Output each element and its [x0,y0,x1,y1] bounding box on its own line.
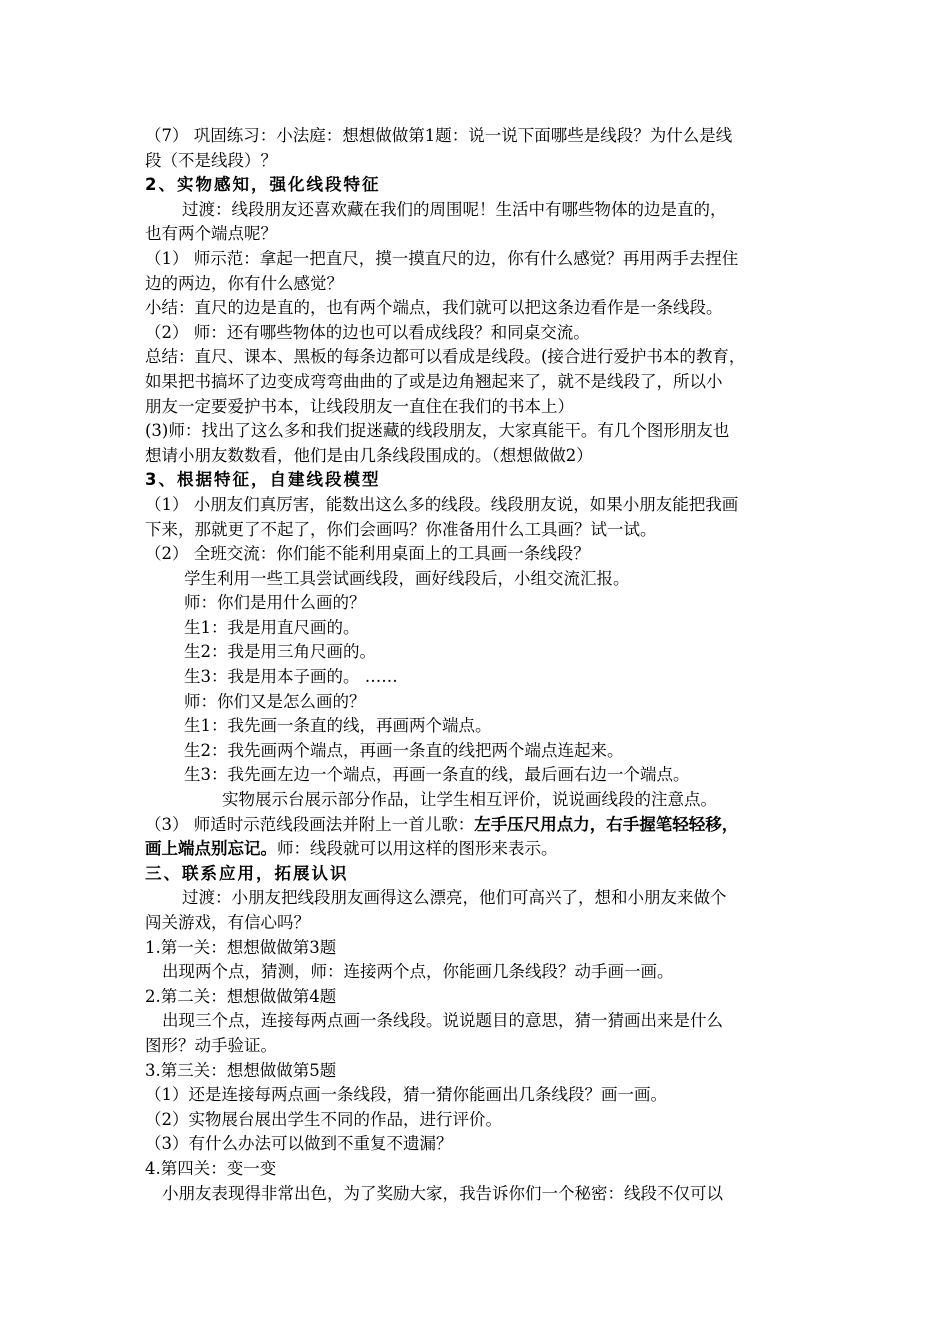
text-line: （3）有什么办法可以做到不重复不遗漏？ [145,1134,453,1154]
text-line: 生1：我先画一条直的线，再画两个端点。 [184,716,492,736]
text-line: 总结：直尺、课本、黑板的每条边都可以看成是线段。(接合进行爱护书本的教育， [145,347,746,367]
text-line: 实物展示台展示部分作品，让学生相互评价，说说画线段的注意点。 [222,790,717,810]
text-line: 朋友一定要爱护书本，让线段朋友一直住在我们的书本上） [145,396,574,416]
text-line: （1） 师示范：拿起一把直尺，摸一摸直尺的边，你有什么感觉？再用两手去捏住 [145,248,739,268]
text-line: 生2：我是用三角尺画的。 [184,642,376,662]
text-line: 过渡：小朋友把线段朋友画得这么漂亮，他们可高兴了，想和小朋友来做个 [182,888,727,908]
text-segment: 师：线段就可以用这样的图形来表示。 [277,839,558,859]
text-line: 如果把书搞坏了边变成弯弯曲曲的了或是边角翘起来了，就不是线段了，所以小 [145,371,723,391]
document-body [145,124,810,1206]
text-line: 过渡：线段朋友还喜欢藏在我们的周围呢！生活中有哪些物体的边是直的， [182,199,727,219]
rhyme-bold: 画上端点别忘记。 [145,839,277,859]
text-line: 图形？动手验证。 [145,1035,277,1055]
text-line: 生3：我是用本子画的。 …… [184,667,398,687]
text-line: 生3：我先画左边一个端点，再画一条直的线，最后画右边一个端点。 [184,765,690,785]
text-line: 边的两边，你有什么感觉？ [145,273,343,293]
text-line: 2.第二关：想想做做第4题 [145,986,337,1006]
rhyme-bold: 左手压尺用点力，右手握笔轻轻移， [474,814,739,834]
text-line: 师：你们又是怎么画的？ [184,691,366,711]
text-line: （7） 巩固练习：小法庭：想想做做第1题：说一说下面哪些是线段？为什么是线 [145,126,733,145]
text-line: 小结：直尺的边是直的，也有两个端点，我们就可以把这条边看作是一条线段。 [145,298,723,318]
text-line: 师：你们是用什么画的？ [184,593,366,613]
text-line: 下来，那就更了不起了，你们会画吗？你准备用什么工具画？试一试。 [145,519,657,539]
section-heading: 2、实物感知，强化线段特征 [145,175,381,195]
text-line [145,837,810,862]
text-line: 学生利用一些工具尝试画线段，画好线段后，小组交流汇报。 [184,568,630,588]
text-line: 1.第一关：想想做做第3题 [145,937,337,957]
text-line: 4.第四关：变一变 [145,1158,277,1178]
text-line: （1） 小朋友们真厉害，能数出这么多的线段。线段朋友说，如果小朋友能把我画 [145,494,739,514]
text-line: （2） 全班交流：你们能不能利用桌面上的工具画一条线段？ [145,544,590,564]
text-line: 出现三个点，连接每两点画一条线段。说说题目的意思，猜一猜画出来是什么 [162,1011,723,1031]
text-line [145,813,810,838]
section-heading: 3、根据特征，自建线段模型 [145,470,381,490]
text-line: 生2：我先画两个端点，再画一条直的线把两个端点连起来。 [184,740,624,760]
section-heading: 三、联系应用，拓展认识 [145,863,349,883]
text-line: 出现两个点，猜测，师：连接两个点，你能画几条线段？动手画一画。 [162,962,674,982]
text-segment: （3） 师适时示范线段画法并附上一首儿歌： [145,814,475,834]
text-line: 3.第三关：想想做做第5题 [145,1060,337,1080]
text-line: （2） 师：还有哪些物体的边也可以看成线段？和同桌交流。 [145,322,590,342]
text-line: 生1：我是用直尺画的。 [184,617,360,637]
text-line: 想请小朋友数数看，他们是由几条线段围成的。（想想做做2） [145,445,593,465]
text-line: (3)师：找出了这么多和我们捉迷藏的线段朋友，大家真能干。有几个图形朋友也 [145,421,730,441]
text-line: （2）实物展台展出学生不同的作品，进行评价。 [145,1109,502,1129]
text-line: 段（不是线段）？ [145,150,277,170]
text-line: （1）还是连接每两点画一条线段，猜一猜你能画出几条线段？画一画。 [145,1085,667,1105]
text-line: 小朋友表现得非常出色，为了奖励大家，我告诉你们一个秘密：线段不仅可以 [162,1183,723,1203]
text-line: 闯关游戏，有信心吗？ [145,913,310,932]
text-line: 也有两个端点呢？ [145,224,277,244]
